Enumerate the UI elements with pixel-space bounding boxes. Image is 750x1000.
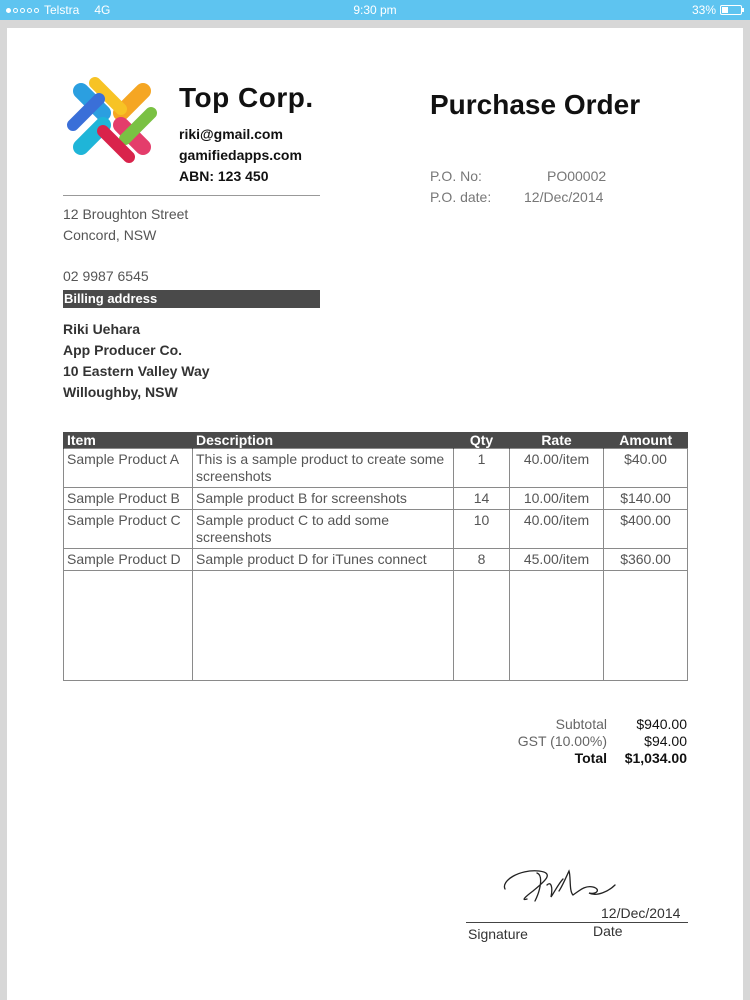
empty-cell — [454, 570, 510, 680]
cell-item: Sample Product C — [64, 509, 193, 548]
billing-line: App Producer Co. — [63, 342, 183, 358]
cell-description: Sample product B for screenshots — [193, 487, 454, 509]
cell-rate: 45.00/item — [510, 548, 604, 570]
subtotal-label: Subtotal — [555, 716, 607, 732]
column-header-description: Description — [193, 432, 454, 448]
signature-line — [466, 922, 688, 923]
billing-line: Riki Uehara — [63, 321, 141, 337]
company-street: 12 Broughton Street — [63, 206, 189, 222]
company-name: Top Corp. — [179, 82, 314, 113]
cell-item: Sample Product A — [64, 448, 193, 487]
billing-line: 10 Eastern Valley Way — [63, 363, 210, 379]
table-row[interactable] — [64, 487, 688, 509]
cell-rate: 40.00/item — [510, 448, 604, 487]
battery-icon — [720, 5, 742, 15]
column-header-amount: Amount — [604, 432, 688, 448]
po-number-label: P.O. No: — [430, 168, 482, 184]
column-header-rate: Rate — [510, 432, 604, 448]
date-label: Date — [593, 923, 623, 939]
divider — [63, 195, 320, 196]
po-date-value: 12/Dec/2014 — [524, 189, 604, 205]
company-website: gamifiedapps.com — [179, 147, 302, 163]
company-email: riki@gmail.com — [179, 126, 283, 142]
cell-item: Sample Product B — [64, 487, 193, 509]
cell-amount: $360.00 — [604, 548, 688, 570]
cell-qty: 10 — [454, 509, 510, 548]
table-header-row — [64, 432, 688, 448]
signature-date: 12/Dec/2014 — [601, 905, 681, 921]
cell-rate: 10.00/item — [510, 487, 604, 509]
network-type: 4G — [94, 3, 111, 17]
gst-value: $94.00 — [644, 733, 687, 749]
line-items-table — [63, 432, 688, 681]
cell-qty: 8 — [454, 548, 510, 570]
table-row[interactable] — [64, 548, 688, 570]
po-date-label: P.O. date: — [430, 189, 492, 205]
empty-cell — [193, 570, 454, 680]
company-city: Concord, NSW — [63, 227, 157, 243]
subtotal-value: $940.00 — [636, 716, 687, 732]
status-bar — [0, 0, 750, 20]
empty-cell — [604, 570, 688, 680]
company-logo-icon — [63, 73, 161, 165]
total-label: Total — [574, 750, 607, 766]
signature-label: Signature — [468, 926, 528, 942]
cell-rate: 40.00/item — [510, 509, 604, 548]
cell-description: This is a sample product to create some screenshots — [193, 448, 454, 487]
purchase-order-document[interactable] — [7, 28, 743, 1000]
status-time: 9:30 pm — [353, 3, 397, 17]
page-title: Purchase Order — [430, 89, 641, 120]
company-phone: 02 9987 6545 — [63, 268, 149, 284]
cell-item: Sample Product D — [64, 548, 193, 570]
billing-line: Willoughby, NSW — [63, 384, 178, 400]
signature-image — [497, 861, 622, 911]
table-row[interactable] — [64, 509, 688, 548]
billing-address-heading: Billing address — [63, 290, 320, 308]
empty-cell — [64, 570, 193, 680]
gst-label: GST (10.00%) — [517, 733, 607, 749]
battery-percent: 33% — [691, 3, 716, 17]
cell-description: Sample product D for iTunes connect — [193, 548, 454, 570]
cell-qty: 14 — [454, 487, 510, 509]
carrier-name: Telstra — [44, 3, 80, 17]
po-number-value: PO00002 — [547, 168, 607, 184]
empty-table-row — [64, 570, 688, 680]
column-header-qty: Qty — [454, 432, 510, 448]
total-value: $1,034.00 — [624, 750, 687, 766]
cell-amount: $140.00 — [604, 487, 688, 509]
cell-description: Sample product C to add some screenshots — [193, 509, 454, 548]
status-right — [692, 3, 742, 17]
table-row[interactable] — [64, 448, 688, 487]
column-header-item: Item — [64, 432, 193, 448]
cell-amount: $400.00 — [604, 509, 688, 548]
cell-qty: 1 — [454, 448, 510, 487]
company-abn: ABN: 123 450 — [179, 168, 269, 184]
empty-cell — [510, 570, 604, 680]
cell-amount: $40.00 — [604, 448, 688, 487]
